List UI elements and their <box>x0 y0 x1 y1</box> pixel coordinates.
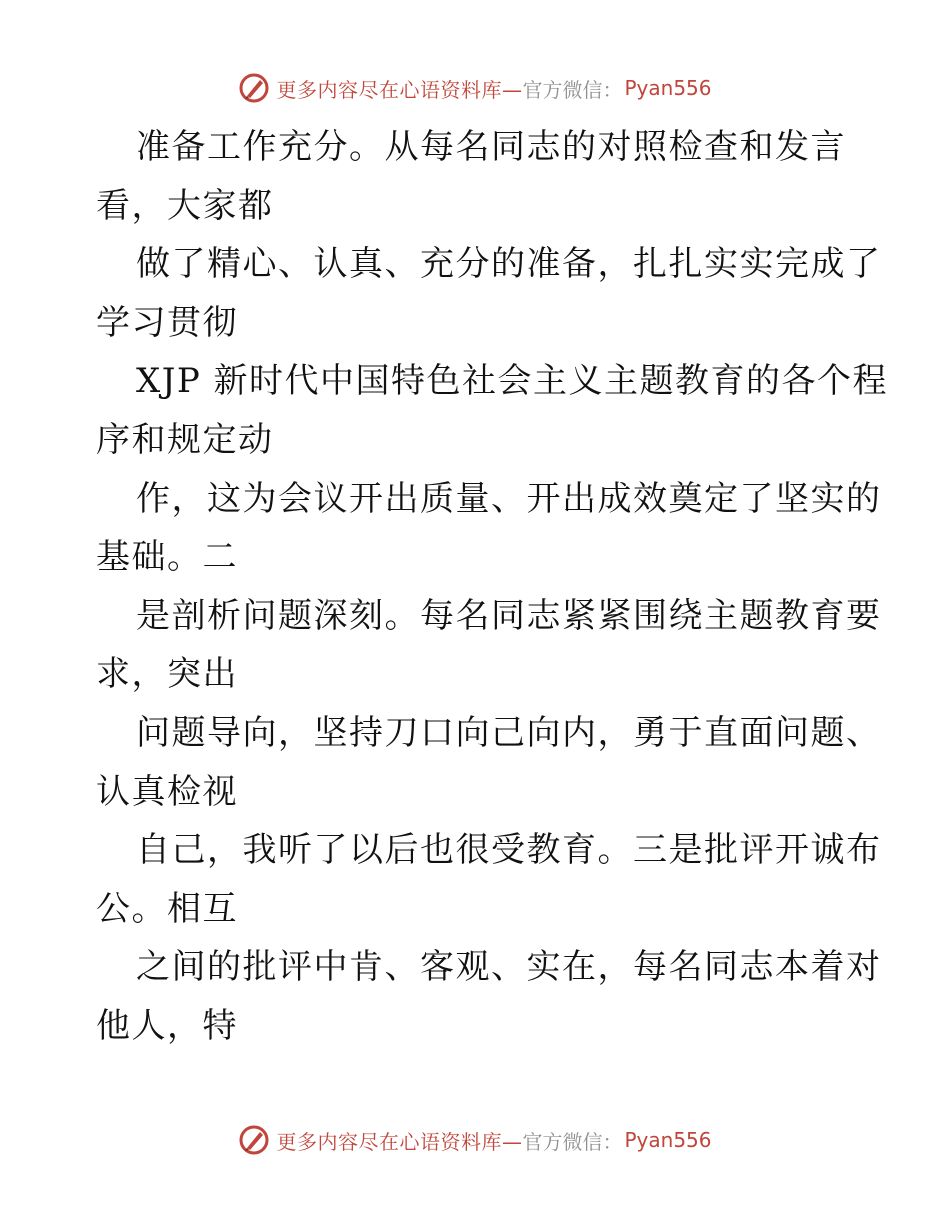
paragraph-line: 准备工作充分。从每名同志的对照检查和发言 <box>136 127 846 167</box>
paragraph-line: 求，突出 <box>96 654 238 695</box>
footer-banner <box>0 1124 950 1156</box>
footer-wechat-label: 官方微信： <box>522 1129 623 1154</box>
paragraph-line: 之间的批评中肯、客观、实在，每名同志本着对 <box>136 947 882 988</box>
header-banner <box>0 72 950 104</box>
paragraph-line: 看，大家都 <box>96 185 274 226</box>
quill-pen-logo-icon <box>238 72 270 104</box>
footer-wechat-id: Pyan556 <box>624 1128 712 1152</box>
paragraph-line: 序和规定动 <box>96 419 274 460</box>
paragraph-line: 他人，特 <box>96 1005 238 1046</box>
paragraph-line: 基础。二 <box>96 537 238 578</box>
paragraph-line: 作，这为会议开出质量、开出成效奠定了坚实的 <box>136 478 882 519</box>
document-body <box>96 118 889 1056</box>
paragraph-line: 问题导向，坚持刀口向己向内，勇于直面问题、 <box>136 712 882 753</box>
paragraph-line: 公。相互 <box>96 888 238 929</box>
header-wechat-id: Pyan556 <box>624 76 712 100</box>
paragraph-line: 认真检视 <box>96 771 238 812</box>
header-title: 更多内容尽在心语资料库— <box>276 77 523 102</box>
paragraph-line: XJP 新时代中国特色社会主义主题教育的各个程 <box>136 361 889 402</box>
paragraph-line: 做了精心、认真、充分的准备，扎扎实实完成了 <box>136 244 882 285</box>
paragraph-line: 自己，我听了以后也很受教育。三是批评开诚布 <box>136 830 882 871</box>
header-wechat-label: 官方微信： <box>522 77 623 102</box>
paragraph-line: 是剖析问题深刻。每名同志紧紧围绕主题教育要 <box>136 595 882 636</box>
quill-pen-logo-icon <box>238 1124 270 1156</box>
footer-title: 更多内容尽在心语资料库— <box>276 1129 523 1154</box>
paragraph-line: 学习贯彻 <box>96 302 238 343</box>
